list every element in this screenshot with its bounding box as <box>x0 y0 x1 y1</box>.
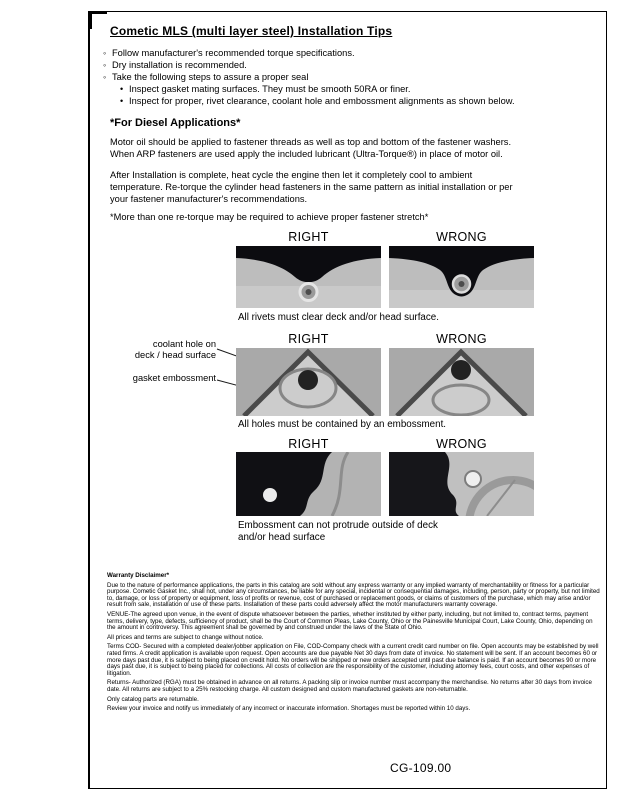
diagram-protrude-right-image <box>236 452 381 516</box>
heat-cycle-paragraph: After Installation is complete, heat cycle the engine then let it completely cool to ambient temperature. Re-torque the cylinder head fasteners in the same pattern as initial installation or per your fastener manufacturer's recommendations. <box>110 170 513 204</box>
legal-paragraph: Only catalog parts are returnable. <box>107 695 199 703</box>
diagram-rivet-right-image <box>236 246 381 308</box>
warranty-disclaimer-title: Warranty Disclaimer* <box>107 572 170 579</box>
diagram-protrude-wrong-image <box>389 452 534 516</box>
row1-right-label: RIGHT <box>288 230 329 244</box>
bolt-hole <box>263 488 277 502</box>
diesel-applications-heading: *For Diesel Applications* <box>110 117 241 129</box>
coolant-hole <box>298 370 318 390</box>
legal-paragraph: Review your invoice and notify us immediately of any incorrect or inaccurate information. Shortages must be reported within 10 days. <box>107 705 471 713</box>
list-item: ◦ Dry installation is recommended. <box>103 59 573 71</box>
sub-list-item: • Inspect gasket mating surfaces. They must be smooth 50RA or finer. <box>120 83 573 95</box>
list-item: ◦ Follow manufacturer's recommended torque specifications. <box>103 47 573 59</box>
motor-oil-paragraph: Motor oil should be applied to fastener threads as well as top and bottom of the fastener washers. When ARP fasteners are used apply the included lubricant (Ultra-Torque®) in place of motor oil. <box>110 137 512 159</box>
legal-paragraph: All prices and terms are subject to change without notice. <box>107 633 264 641</box>
list-item: ◦ Take the following steps to assure a proper seal <box>103 71 573 83</box>
diagram-rivet-wrong-image <box>389 246 534 308</box>
legal-paragraph: Terms COD- Secured with a completed dealer/jobber application on File, COD-Company check with a current credit card number on file. Open accounts may be established by well rated firms. A credit application is available upon request. Open accounts are due payable Net 30 days from date of invoice. No statement will be sent. If an account becomes 60 or more days past due, it is subject to being placed on credit hold. No orders will be shipped or new orders accepted until past due balance is paid. If an account becomes 90 or more days past due, it is subject to being placed for collections. All costs of collection are the responsibility of the customer, including attorney fees, court costs, and other expenses of litigation. <box>107 643 599 677</box>
gasket-embossment-label: gasket embossment <box>132 373 216 383</box>
row1-wrong-label: WRONG <box>436 230 487 244</box>
sub-list-item: • Inspect for proper, rivet clearance, coolant hole and embossment alignments as shown below. <box>120 95 573 107</box>
warranty-disclaimer <box>107 573 601 716</box>
row3-right-label: RIGHT <box>288 437 329 451</box>
coolant-hole <box>451 360 471 380</box>
legal-paragraph: VENUE-The agreed upon venue, in the event of dispute whatsoever between the parties, whether instituted by either party, including, but not limited to, contract terms, payment terms, delivery, type, defects, sufficiency of product, shall be the Court of Common Pleas, Lake County, Ohio or the Painesville Municipal Court, Lake County, Ohio, depending on the amount in controversy. This agreement shall be governed by and construed under the laws of the State of Ohio. <box>107 610 593 632</box>
diagram-embossment-wrong-image <box>389 348 534 416</box>
row3-caption: Embossment can not protrude outside of deck and/or head surface <box>238 520 438 543</box>
bolt-hole <box>465 471 481 487</box>
page-number: CG-109.00 <box>390 761 452 775</box>
row2-right-label: RIGHT <box>288 332 329 346</box>
row3-wrong-label: WRONG <box>436 437 487 451</box>
legal-paragraph: Returns- Authorized (RGA) must be obtained in advance on all returns. A packing slip or invoice number must accompany the merchandise. No returns after 30 days from invoice date. All returns are subject to a 25% restocking charge. All custom designed and custom manufactured gaskets are non-returnable. <box>107 679 592 693</box>
coolant-hole-label: coolant hole on deck / head surface <box>134 339 216 360</box>
row1-caption: All rivets must clear deck and/or head surface. <box>238 312 439 323</box>
row2-wrong-label: WRONG <box>436 332 487 346</box>
legal-paragraph: Due to the nature of performance applications, the parts in this catalog are sold without any express warranty or any implied warranty of merchantability or fitness for a particular purpose. Cometic Gasket Inc., shall not, under any circumstances, be liable for any special, incidental or consequential damages, including, person, party or property, but not limited to, damage, or loss of property or equipment, loss of profits or revenue, cost of purchased or replacement goods, or claims of customers of the purchase, which may arise and/or result from sale, installation or use of these parts. Installation of these parts could adversely affect the motor manufacturers warranty coverage. <box>107 581 600 609</box>
retorque-note: *More than one re-torque may be required to achieve proper fastener stretch* <box>110 212 429 222</box>
page-title: Cometic MLS (multi layer steel) Installation Tips <box>110 24 393 38</box>
row2-caption: All holes must be contained by an embossment. <box>238 419 447 430</box>
diagram-embossment-right-image <box>236 348 381 416</box>
installation-tips-list <box>103 47 573 107</box>
